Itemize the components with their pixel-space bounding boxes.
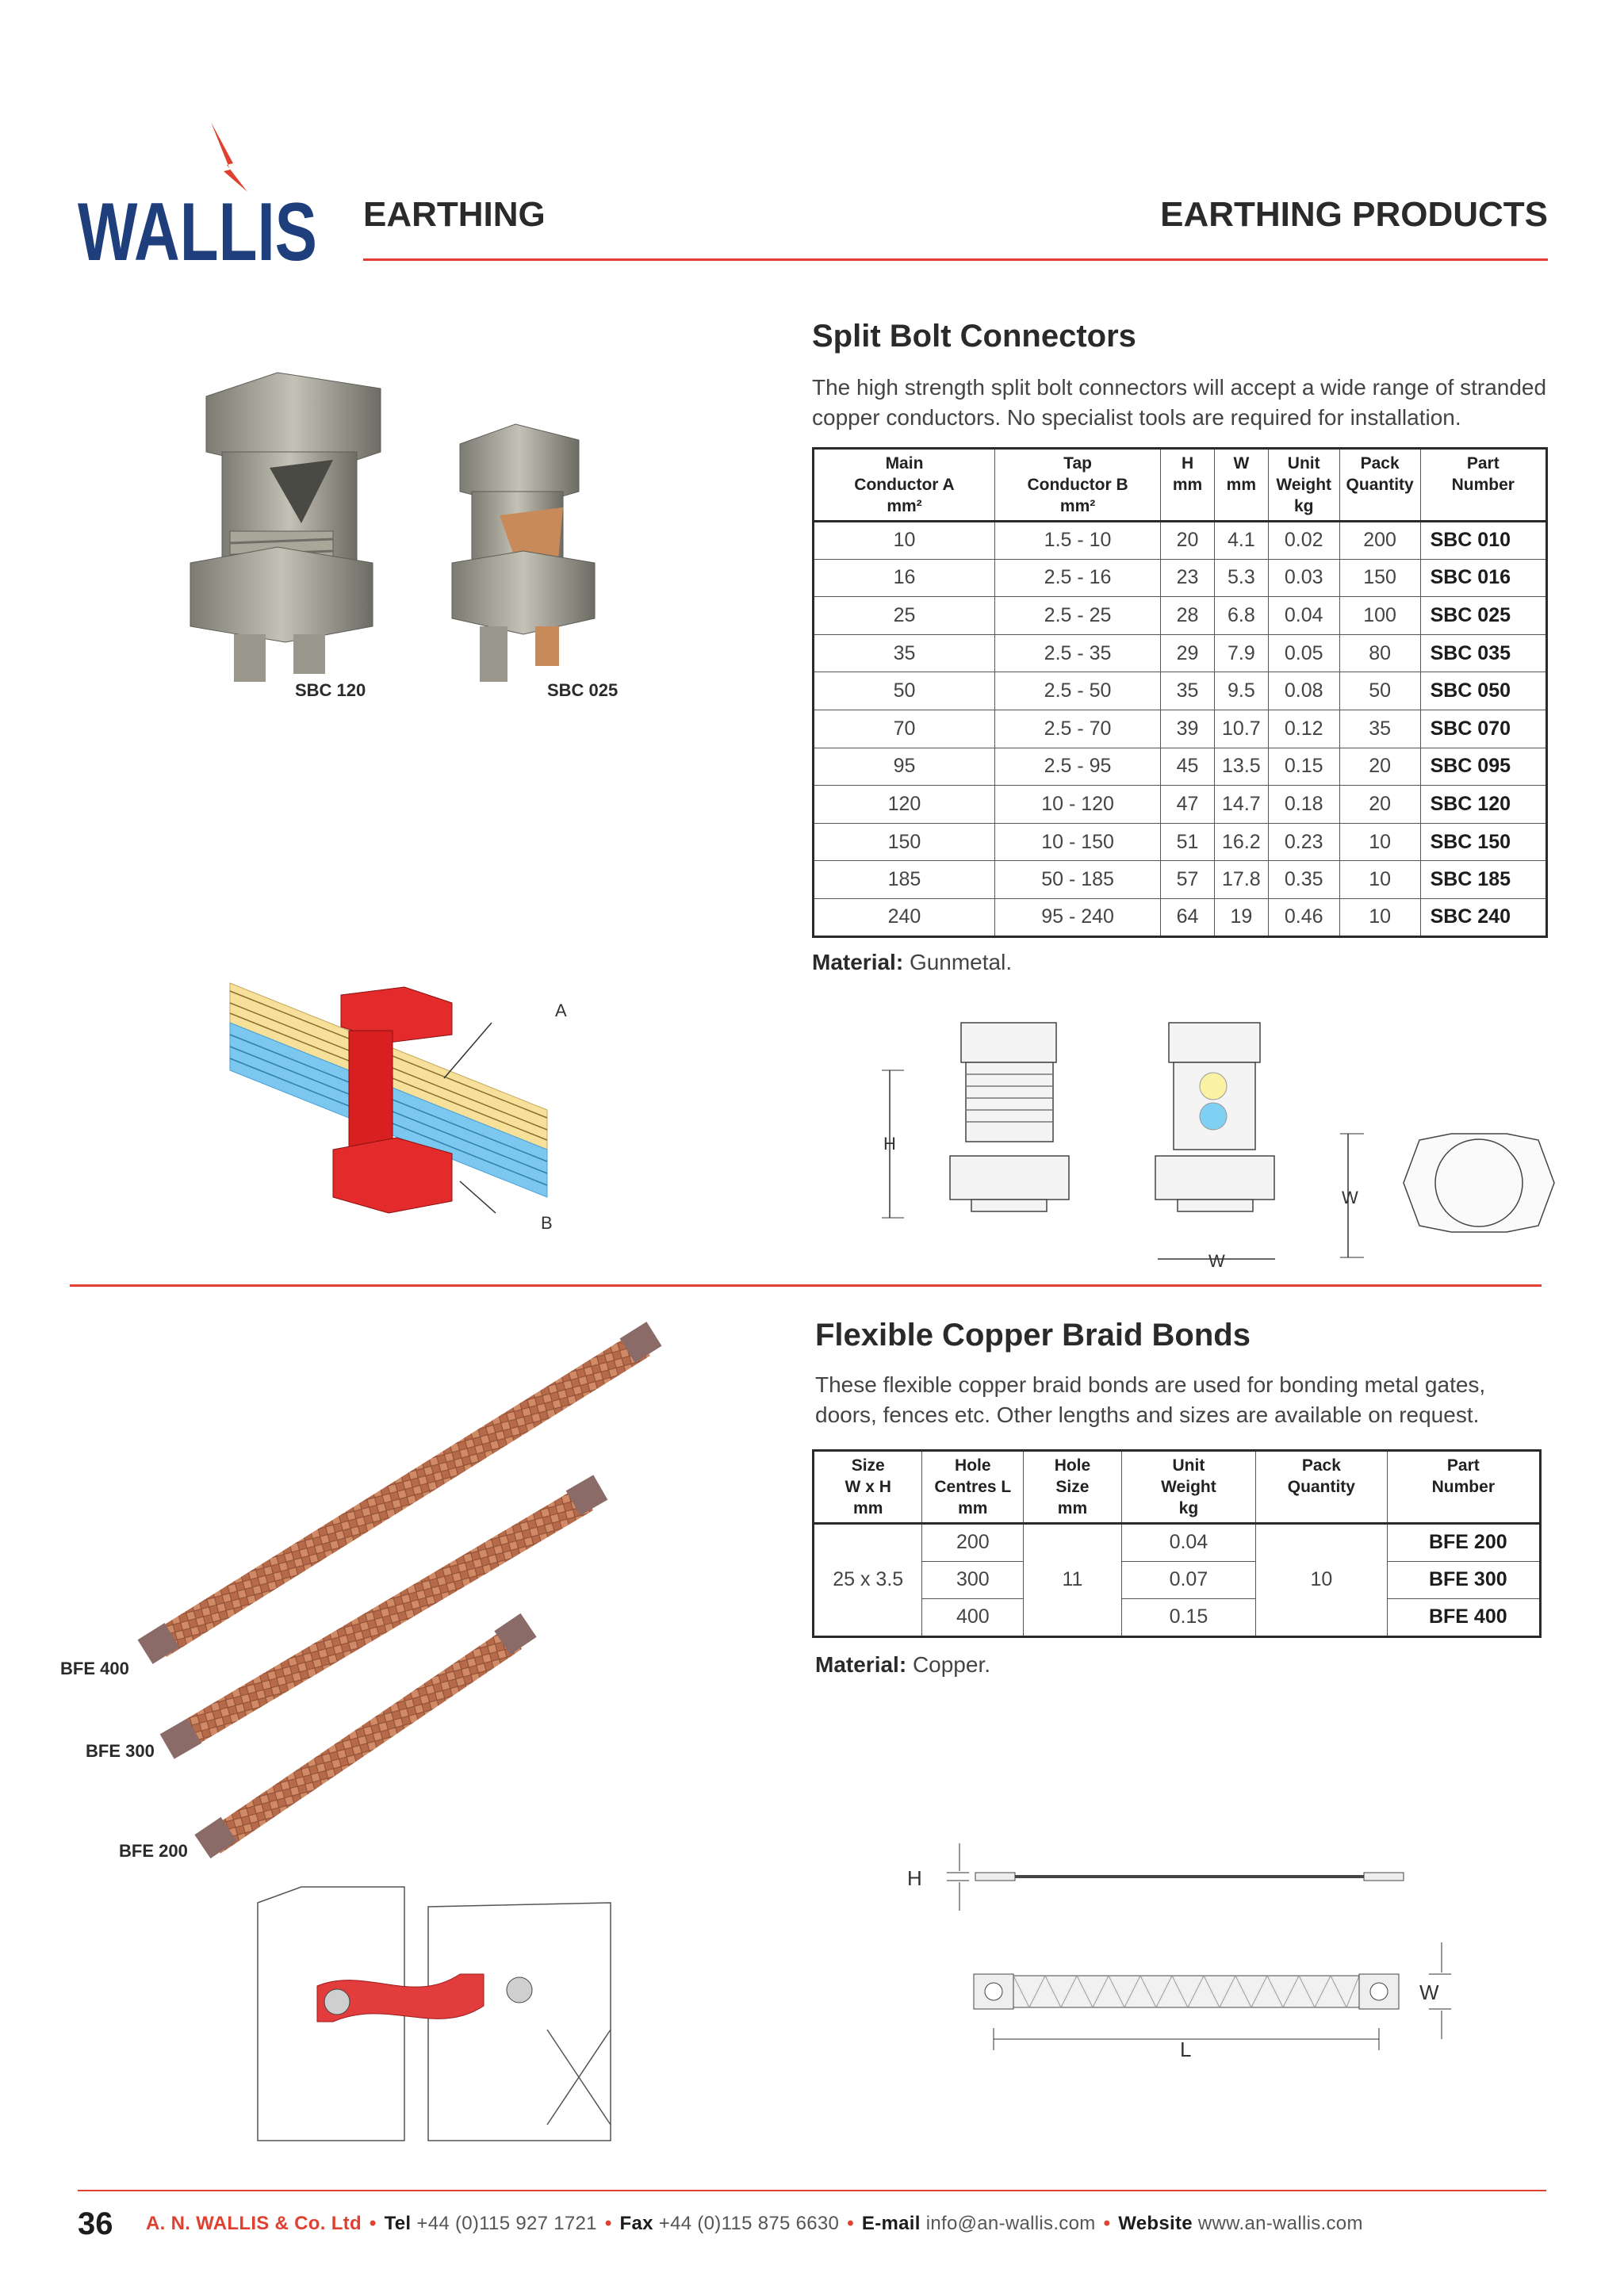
tap-conductor-cell: 1.5 - 10 — [994, 522, 1160, 560]
column-header: W mm — [1214, 449, 1268, 522]
table-row — [814, 597, 1547, 635]
main-conductor-cell: 10 — [814, 522, 995, 560]
part-number-cell: SBC 070 — [1420, 710, 1546, 748]
column-header: Tap Conductor B mm² — [994, 449, 1160, 522]
pack-quantity-cell: 10 — [1339, 861, 1420, 899]
split-bolt-material: Material: Gunmetal. — [812, 950, 1013, 974]
braid-bonds-photo — [127, 1316, 698, 1855]
part-number-cell: BFE 400 — [1387, 1599, 1540, 1637]
pack-quantity-cell: 20 — [1339, 786, 1420, 824]
column-header: Part Number — [1420, 449, 1546, 522]
tap-conductor-cell: 2.5 - 70 — [994, 710, 1160, 748]
part-number-cell: SBC 095 — [1420, 748, 1546, 786]
weight-cell: 0.15 — [1268, 748, 1339, 786]
w-cell: 7.9 — [1214, 634, 1268, 672]
weight-cell: 0.04 — [1121, 1524, 1255, 1562]
weight-cell: 0.18 — [1268, 786, 1339, 824]
weight-cell: 0.04 — [1268, 597, 1339, 635]
main-conductor-cell: 70 — [814, 710, 995, 748]
split-bolt-description: The high strength split bolt connectors will accept a wide range of stranded copper conductors. No specialist tools are required for installation. — [812, 375, 1547, 430]
label-h: H — [883, 1134, 896, 1154]
weight-cell: 0.46 — [1268, 898, 1339, 936]
main-conductor-cell: 16 — [814, 559, 995, 597]
part-number-cell: SBC 016 — [1420, 559, 1546, 597]
pack-quantity-cell: 10 — [1256, 1524, 1388, 1637]
main-conductor-cell: 95 — [814, 748, 995, 786]
table-row — [814, 898, 1547, 936]
tap-conductor-cell: 50 - 185 — [994, 861, 1160, 899]
website-label: Website — [1118, 2213, 1193, 2234]
weight-cell: 0.35 — [1268, 861, 1339, 899]
split-bolt-cable-illustration — [214, 967, 595, 1261]
h-cell: 45 — [1161, 748, 1215, 786]
h-cell: 47 — [1161, 786, 1215, 824]
tap-conductor-cell: 2.5 - 95 — [994, 748, 1160, 786]
w-cell: 17.8 — [1214, 861, 1268, 899]
bfe-400-caption: BFE 400 — [60, 1659, 129, 1678]
h-cell: 23 — [1161, 559, 1215, 597]
sbc-025-photo — [444, 420, 603, 690]
footer-contact: A. N. WALLIS & Co. Ltd • Tel +44 (0)115 927 1721 • Fax +44 (0)115 875 6630 • E-mail info@an-wallis.com • Website www.an-wallis.com — [146, 2213, 1363, 2234]
pack-quantity-cell: 20 — [1339, 748, 1420, 786]
bfe-200-caption: BFE 200 — [119, 1841, 188, 1861]
sbc-120-photo — [182, 365, 436, 698]
part-number-cell: BFE 300 — [1387, 1561, 1540, 1599]
size-cell: 25 x 3.5 — [814, 1524, 922, 1637]
table-row — [814, 1561, 1541, 1599]
part-number-cell: SBC 120 — [1420, 786, 1546, 824]
svg-text:WALLIS: WALLIS — [78, 186, 317, 278]
column-header: Part Number — [1387, 1451, 1540, 1524]
table-row — [814, 522, 1547, 560]
part-number-cell: BFE 200 — [1387, 1524, 1540, 1562]
w-cell: 16.2 — [1214, 823, 1268, 861]
main-conductor-cell: 25 — [814, 597, 995, 635]
sbc-120-caption: SBC 120 — [295, 680, 366, 700]
pack-quantity-cell: 10 — [1339, 823, 1420, 861]
h-cell: 35 — [1161, 672, 1215, 710]
tel-label: Tel — [384, 2213, 412, 2234]
footer-divider — [78, 2190, 1546, 2191]
weight-cell: 0.12 — [1268, 710, 1339, 748]
label-w: W — [1419, 1980, 1439, 2004]
label-h: H — [907, 1866, 922, 1890]
tap-conductor-cell: 2.5 - 50 — [994, 672, 1160, 710]
table-row — [814, 861, 1547, 899]
table-row — [814, 672, 1547, 710]
part-number-cell: SBC 150 — [1420, 823, 1546, 861]
weight-cell: 0.03 — [1268, 559, 1339, 597]
h-cell: 29 — [1161, 634, 1215, 672]
table-header-row — [814, 1451, 1541, 1524]
email-label: E-mail — [861, 2213, 921, 2234]
table-row — [814, 559, 1547, 597]
tap-conductor-cell: 2.5 - 16 — [994, 559, 1160, 597]
label-l: L — [1180, 2038, 1192, 2061]
table-row — [814, 1599, 1541, 1637]
column-header: Size W x H mm — [814, 1451, 922, 1524]
main-conductor-cell: 150 — [814, 823, 995, 861]
part-number-cell: SBC 185 — [1420, 861, 1546, 899]
h-cell: 64 — [1161, 898, 1215, 936]
h-cell: 51 — [1161, 823, 1215, 861]
centres-cell: 400 — [922, 1599, 1024, 1637]
company-name: A. N. WALLIS & Co. Ltd — [146, 2213, 362, 2234]
w-cell: 10.7 — [1214, 710, 1268, 748]
footer — [78, 2200, 1548, 2248]
split-bolt-table — [812, 447, 1548, 938]
section-heading: EARTHING PRODUCTS — [1160, 195, 1548, 234]
weight-cell: 0.23 — [1268, 823, 1339, 861]
h-cell: 20 — [1161, 522, 1215, 560]
tel-number: +44 (0)115 927 1721 — [416, 2213, 597, 2234]
pack-quantity-cell: 35 — [1339, 710, 1420, 748]
header-divider — [363, 258, 1548, 261]
column-header: Hole Centres L mm — [922, 1451, 1024, 1524]
pack-quantity-cell: 100 — [1339, 597, 1420, 635]
section-divider — [70, 1284, 1542, 1287]
column-header: Pack Quantity — [1256, 1451, 1388, 1524]
label-a: A — [555, 1001, 567, 1020]
part-number-cell: SBC 240 — [1420, 898, 1546, 936]
w-cell: 14.7 — [1214, 786, 1268, 824]
h-cell: 28 — [1161, 597, 1215, 635]
split-bolt-title: Split Bolt Connectors — [812, 319, 1136, 354]
weight-cell: 0.15 — [1121, 1599, 1255, 1637]
label-w1: W — [1208, 1251, 1225, 1271]
table-row — [814, 634, 1547, 672]
pack-quantity-cell: 150 — [1339, 559, 1420, 597]
column-header: Pack Quantity — [1339, 449, 1420, 522]
w-cell: 6.8 — [1214, 597, 1268, 635]
table-header-row — [814, 449, 1547, 522]
pack-quantity-cell: 80 — [1339, 634, 1420, 672]
table-row — [814, 786, 1547, 824]
gate-bond-illustration — [254, 1887, 619, 2141]
main-conductor-cell: 185 — [814, 861, 995, 899]
wallis-logo — [78, 119, 324, 278]
category-heading: EARTHING — [363, 195, 546, 234]
h-cell: 39 — [1161, 710, 1215, 748]
braid-material: Material: Copper. — [815, 1652, 991, 1677]
tap-conductor-cell: 10 - 120 — [994, 786, 1160, 824]
w-cell: 5.3 — [1214, 559, 1268, 597]
part-number-cell: SBC 035 — [1420, 634, 1546, 672]
centres-cell: 200 — [922, 1524, 1024, 1562]
website-link[interactable]: www.an-wallis.com — [1197, 2213, 1363, 2234]
column-header: Unit Weight kg — [1121, 1451, 1255, 1524]
label-w2: W — [1342, 1188, 1358, 1207]
table-row — [814, 748, 1547, 786]
column-header: H mm — [1161, 449, 1215, 522]
centres-cell: 300 — [922, 1561, 1024, 1599]
part-number-cell: SBC 050 — [1420, 672, 1546, 710]
weight-cell: 0.05 — [1268, 634, 1339, 672]
sbc-025-caption: SBC 025 — [547, 680, 619, 700]
table-row — [814, 710, 1547, 748]
tap-conductor-cell: 2.5 - 25 — [994, 597, 1160, 635]
split-bolt-dimension-drawing — [872, 1015, 1570, 1276]
weight-cell: 0.02 — [1268, 522, 1339, 560]
page-number: 36 — [78, 2206, 113, 2241]
main-conductor-cell: 120 — [814, 786, 995, 824]
braid-title: Flexible Copper Braid Bonds — [815, 1318, 1251, 1353]
column-header: Unit Weight kg — [1268, 449, 1339, 522]
email-link[interactable]: info@an-wallis.com — [925, 2213, 1096, 2234]
tap-conductor-cell: 2.5 - 35 — [994, 634, 1160, 672]
w-cell: 13.5 — [1214, 748, 1268, 786]
pack-quantity-cell: 50 — [1339, 672, 1420, 710]
braid-dimension-drawing — [896, 1831, 1467, 2069]
tap-conductor-cell: 10 - 150 — [994, 823, 1160, 861]
table-row — [814, 1524, 1541, 1562]
braid-description: These flexible copper braid bonds are used for bonding metal gates, doors, fences etc. Other lengths and sizes are available on request. — [815, 1372, 1486, 1427]
part-number-cell: SBC 025 — [1420, 597, 1546, 635]
pack-quantity-cell: 200 — [1339, 522, 1420, 560]
h-cell: 57 — [1161, 861, 1215, 899]
pack-quantity-cell: 10 — [1339, 898, 1420, 936]
hole-size-cell: 11 — [1024, 1524, 1122, 1637]
braid-table — [812, 1449, 1542, 1638]
w-cell: 9.5 — [1214, 672, 1268, 710]
part-number-cell: SBC 010 — [1420, 522, 1546, 560]
main-conductor-cell: 35 — [814, 634, 995, 672]
table-row — [814, 823, 1547, 861]
label-b: B — [541, 1213, 553, 1233]
main-conductor-cell: 50 — [814, 672, 995, 710]
w-cell: 4.1 — [1214, 522, 1268, 560]
tap-conductor-cell: 95 - 240 — [994, 898, 1160, 936]
column-header: Main Conductor A mm² — [814, 449, 995, 522]
fax-label: Fax — [619, 2213, 653, 2234]
weight-cell: 0.08 — [1268, 672, 1339, 710]
weight-cell: 0.07 — [1121, 1561, 1255, 1599]
fax-number: +44 (0)115 875 6630 — [658, 2213, 840, 2234]
main-conductor-cell: 240 — [814, 898, 995, 936]
bfe-300-caption: BFE 300 — [86, 1741, 155, 1761]
column-header: Hole Size mm — [1024, 1451, 1122, 1524]
w-cell: 19 — [1214, 898, 1268, 936]
